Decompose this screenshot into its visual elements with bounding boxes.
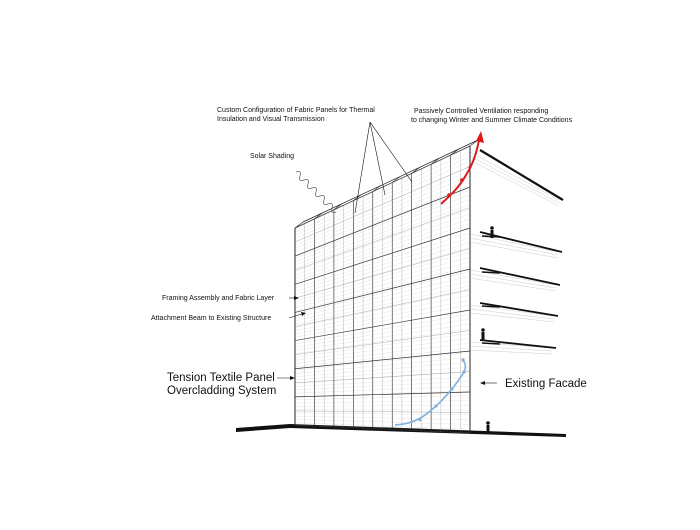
label-tension-textile-line2: Overcladding System <box>167 385 277 397</box>
ground-slab <box>236 424 566 437</box>
label-ventilation-line1: Passively Controlled Ventilation responding <box>414 108 549 115</box>
label-ventilation-line2: to changing Winter and Summer Climate Conditions <box>411 117 573 124</box>
solar-shading-wave <box>296 172 336 213</box>
structure-receding-line <box>470 160 559 206</box>
floor-slab-edge <box>480 303 558 316</box>
slab-stub <box>482 272 500 273</box>
frame-top-edge <box>303 140 478 222</box>
label-solar-shading: Solar Shading <box>250 153 294 160</box>
person-figure-2 <box>481 328 485 340</box>
label-custom-config-line2: Insulation and Visual Transmission <box>217 116 325 123</box>
label-custom-config-line1: Custom Configuration of Fabric Panels for Thermal <box>217 107 375 114</box>
human-figures <box>481 226 494 434</box>
floor-slab-edge <box>480 150 563 200</box>
structure-receding-line <box>470 242 558 258</box>
floor-slab-edge <box>480 268 560 285</box>
structure-receding-line <box>470 350 552 354</box>
slab-stub <box>482 306 500 307</box>
structure-receding-line <box>470 152 559 200</box>
person-figure-3 <box>486 421 490 434</box>
structure-receding-line <box>470 278 556 291</box>
leader-custom-config-2 <box>355 122 370 213</box>
slab-stub <box>482 343 500 344</box>
label-framing-assembly: Framing Assembly and Fabric Layer <box>162 295 275 302</box>
person-figure-1 <box>490 226 494 238</box>
label-existing-facade: Existing Facade <box>505 378 587 390</box>
label-tension-textile-line1: Tension Textile Panel <box>167 372 275 384</box>
cool-air-flow <box>395 358 466 425</box>
label-attachment-beam: Attachment Beam to Existing Structure <box>151 315 272 322</box>
structure-receding-line <box>470 156 559 203</box>
